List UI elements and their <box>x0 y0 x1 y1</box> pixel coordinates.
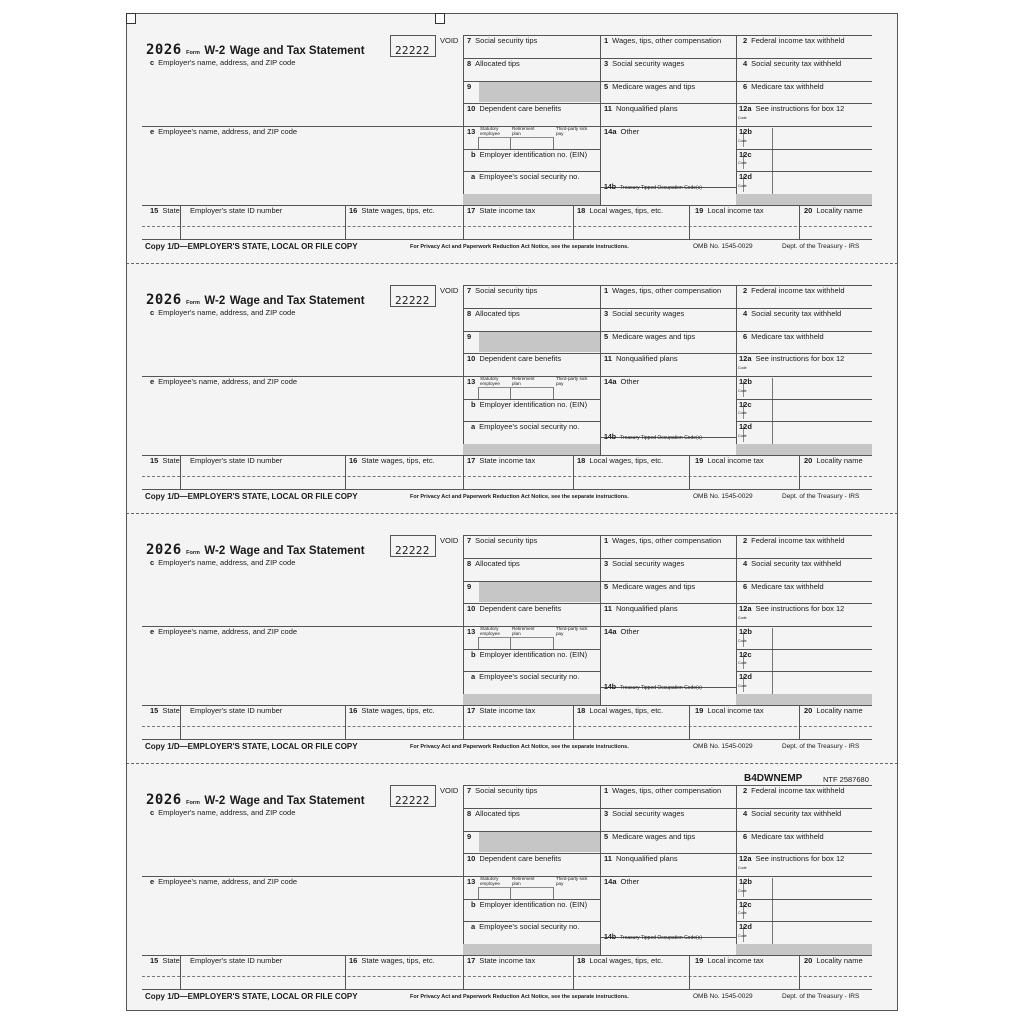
box-12c-label: 12c <box>739 650 752 659</box>
box-17-label: 17 State income tax <box>467 706 536 715</box>
box-16-label: 16 State wages, tips, etc. <box>349 956 435 965</box>
box-5-label: 5 Medicare wages and tips <box>604 82 696 91</box>
tax-year: 2026 <box>146 542 182 558</box>
box-17-label: 17 State income tax <box>467 206 536 215</box>
box-4-label: 4 Social security tax withheld <box>743 59 842 68</box>
box-6-label: 6 Medicare tax withheld <box>743 82 824 91</box>
form-word: Form <box>186 550 200 556</box>
checkbox-statutory[interactable] <box>509 139 517 147</box>
box-1-label: 1 Wages, tips, other compensation <box>604 286 722 295</box>
box-12a-code: Code <box>738 866 747 870</box>
box-13-statutory: Statutory employee <box>480 376 500 386</box>
box-12b-label: 12b <box>739 127 752 136</box>
box-16-label: 16 State wages, tips, etc. <box>349 456 435 465</box>
form-name: W-2 <box>204 295 226 307</box>
box-10-label: 10 Dependent care benefits <box>467 604 562 613</box>
box-13-thirdparty: Third-party sick pay <box>556 626 588 636</box>
box-12c-code: Code <box>738 911 747 915</box>
form-code: 22222 <box>395 44 430 57</box>
box-12b-label: 12b <box>739 877 752 886</box>
box-c-label: c Employer's name, address, and ZIP code <box>150 308 296 317</box>
box-e-label: e Employee's name, address, and ZIP code <box>150 377 298 386</box>
omb-number: OMB No. 1545-0029 <box>693 993 753 1000</box>
employee-name-field[interactable] <box>142 387 463 455</box>
box-18-label: 18 Local wages, tips, etc. <box>577 206 664 215</box>
box-7-label: 7 Social security tips <box>467 36 538 45</box>
box-12a-label: 12a See instructions for box 12 <box>739 604 845 613</box>
box-c-label: c Employer's name, address, and ZIP code <box>150 558 296 567</box>
box-a-label: a Employee's social security no. <box>471 922 580 931</box>
box-14b-label: 14b Treasury Tipped Occupation Code(s) <box>604 934 702 941</box>
w2-form-copy-4 <box>142 763 872 1011</box>
box-9-label: 9 <box>467 582 472 591</box>
box-14b-label: 14b Treasury Tipped Occupation Code(s) <box>604 434 702 441</box>
box-13-statutory: Statutory employee <box>480 876 500 886</box>
void-checkbox-label[interactable]: VOID <box>440 536 459 545</box>
box-12d-label: 12d <box>739 172 752 181</box>
box-2-label: 2 Federal income tax withheld <box>743 786 845 795</box>
employer-name-field[interactable] <box>142 318 463 376</box>
dept-treasury: Dept. of the Treasury - IRS <box>782 993 860 1000</box>
box-6-label: 6 Medicare tax withheld <box>743 332 824 341</box>
box-11-label: 11 Nonqualified plans <box>604 604 678 613</box>
box-12c-code: Code <box>738 411 747 415</box>
void-checkbox-label[interactable]: VOID <box>440 286 459 295</box>
form-word: Form <box>186 300 200 306</box>
form-code: 22222 <box>395 794 430 807</box>
box-12d-label: 12d <box>739 922 752 931</box>
privacy-notice: For Privacy Act and Paperwork Reduction Act Notice, see the separate instructions. <box>410 494 629 500</box>
box-15-label: 15 State <box>150 206 180 215</box>
box-17-label: 17 State income tax <box>467 456 536 465</box>
box-15-label: 15 State <box>150 706 180 715</box>
box-12c-label: 12c <box>739 150 752 159</box>
box-12a-label: 12a See instructions for box 12 <box>739 354 845 363</box>
checkbox-retirement[interactable] <box>552 889 560 897</box>
box-14a-label: 14a Other <box>604 377 640 386</box>
shaded-strip-b <box>736 444 872 455</box>
box-12a-label: 12a See instructions for box 12 <box>739 854 845 863</box>
box-12b-code: Code <box>738 889 747 893</box>
box-3-label: 3 Social security wages <box>604 559 685 568</box>
box-8-label: 8 Allocated tips <box>467 559 520 568</box>
box-20-label: 20 Locality name <box>804 956 863 965</box>
box-13-label: 13 <box>467 377 476 386</box>
checkbox-retirement[interactable] <box>552 139 560 147</box>
box-2-label: 2 Federal income tax withheld <box>743 536 845 545</box>
box-12c-label: 12c <box>739 400 752 409</box>
privacy-notice: For Privacy Act and Paperwork Reduction Act Notice, see the separate instructions. <box>410 244 629 250</box>
void-checkbox-label[interactable]: VOID <box>440 36 459 45</box>
box-14a-label: 14a Other <box>604 127 640 136</box>
box-16-label: 16 State wages, tips, etc. <box>349 706 435 715</box>
box-14b-label: 14b Treasury Tipped Occupation Code(s) <box>604 684 702 691</box>
copy-label: Copy 1/D—EMPLOYER'S STATE, LOCAL OR FILE COPY <box>145 242 358 251</box>
box-12b-label: 12b <box>739 627 752 636</box>
box-9-label: 9 <box>467 832 472 841</box>
tax-year: 2026 <box>146 292 182 308</box>
w2-form-copy-3 <box>142 513 872 761</box>
box-e-label: e Employee's name, address, and ZIP code <box>150 877 298 886</box>
box-15-id-label: Employer's state ID number <box>190 456 283 465</box>
omb-number: OMB No. 1545-0029 <box>693 743 753 750</box>
shaded-strip-b <box>736 194 872 205</box>
form-name: W-2 <box>204 545 226 557</box>
box-13-label: 13 <box>467 877 476 886</box>
form-header <box>146 541 365 559</box>
copy-label: Copy 1/D—EMPLOYER'S STATE, LOCAL OR FILE COPY <box>145 992 358 1001</box>
box-8-label: 8 Allocated tips <box>467 59 520 68</box>
dept-treasury: Dept. of the Treasury - IRS <box>782 493 860 500</box>
box-6-label: 6 Medicare tax withheld <box>743 582 824 591</box>
box-4-label: 4 Social security tax withheld <box>743 559 842 568</box>
box-9-shaded <box>479 332 600 352</box>
box-12b-code: Code <box>738 139 747 143</box>
box-13-label: 13 <box>467 127 476 136</box>
box-15-label: 15 State <box>150 956 180 965</box>
box-1-label: 1 Wages, tips, other compensation <box>604 786 722 795</box>
box-1-label: 1 Wages, tips, other compensation <box>604 36 722 45</box>
box-3-label: 3 Social security wages <box>604 809 685 818</box>
box-17-label: 17 State income tax <box>467 956 536 965</box>
w2-form-copy-2 <box>142 263 872 511</box>
box-6-label: 6 Medicare tax withheld <box>743 832 824 841</box>
omb-number: OMB No. 1545-0029 <box>693 243 753 250</box>
box-10-label: 10 Dependent care benefits <box>467 104 562 113</box>
omb-number: OMB No. 1545-0029 <box>693 493 753 500</box>
employee-name-field[interactable] <box>142 887 463 955</box>
box-18-label: 18 Local wages, tips, etc. <box>577 456 664 465</box>
form-title: Wage and Tax Statement <box>229 795 365 807</box>
box-5-label: 5 Medicare wages and tips <box>604 332 696 341</box>
box-11-label: 11 Nonqualified plans <box>604 354 678 363</box>
box-19-label: 19 Local income tax <box>695 206 764 215</box>
void-checkbox-label[interactable]: VOID <box>440 786 459 795</box>
employer-name-field[interactable] <box>142 568 463 626</box>
box-5-label: 5 Medicare wages and tips <box>604 582 696 591</box>
form-code: 22222 <box>395 294 430 307</box>
box-5-label: 5 Medicare wages and tips <box>604 832 696 841</box>
checkbox-statutory[interactable] <box>509 889 517 897</box>
box-3-label: 3 Social security wages <box>604 59 685 68</box>
box-4-label: 4 Social security tax withheld <box>743 309 842 318</box>
form-word: Form <box>186 50 200 56</box>
form-name: W-2 <box>204 45 226 57</box>
box-13-retirement: Retirement plan <box>512 626 535 636</box>
box-11-label: 11 Nonqualified plans <box>604 104 678 113</box>
box-13-label: 13 <box>467 627 476 636</box>
form-code-box <box>390 785 436 807</box>
box-12d-code: Code <box>738 934 747 938</box>
box-b-label: b Employer identification no. (EIN) <box>471 650 588 659</box>
shaded-strip-a <box>463 444 600 455</box>
box-12a-label: 12a See instructions for box 12 <box>739 104 845 113</box>
checkbox-statutory[interactable] <box>509 639 517 647</box>
box-16-label: 16 State wages, tips, etc. <box>349 206 435 215</box>
checkbox-statutory[interactable] <box>509 389 517 397</box>
box-19-label: 19 Local income tax <box>695 956 764 965</box>
employer-name-field[interactable] <box>142 68 463 126</box>
employer-name-field[interactable] <box>142 818 463 876</box>
box-e-label: e Employee's name, address, and ZIP code <box>150 627 298 636</box>
box-12a-code: Code <box>738 366 747 370</box>
tax-year: 2026 <box>146 42 182 58</box>
box-12d-code: Code <box>738 184 747 188</box>
copy-label: Copy 1/D—EMPLOYER'S STATE, LOCAL OR FILE COPY <box>145 742 358 751</box>
box-b-label: b Employer identification no. (EIN) <box>471 400 588 409</box>
box-10-label: 10 Dependent care benefits <box>467 854 562 863</box>
box-13-statutory: Statutory employee <box>480 126 500 136</box>
box-12d-label: 12d <box>739 422 752 431</box>
box-13-thirdparty: Third-party sick pay <box>556 126 588 136</box>
box-a-label: a Employee's social security no. <box>471 672 580 681</box>
form-header <box>146 791 365 809</box>
box-8-label: 8 Allocated tips <box>467 809 520 818</box>
box-15-id-label: Employer's state ID number <box>190 206 283 215</box>
box-14b-label: 14b Treasury Tipped Occupation Code(s) <box>604 184 702 191</box>
copy-label: Copy 1/D—EMPLOYER'S STATE, LOCAL OR FILE COPY <box>145 492 358 501</box>
box-13-thirdparty: Third-party sick pay <box>556 376 588 386</box>
form-title: Wage and Tax Statement <box>229 295 365 307</box>
shaded-strip-b <box>736 694 872 705</box>
checkbox-retirement[interactable] <box>552 389 560 397</box>
box-4-label: 4 Social security tax withheld <box>743 809 842 818</box>
box-12b-code: Code <box>738 389 747 393</box>
dept-treasury: Dept. of the Treasury - IRS <box>782 743 860 750</box>
box-c-label: c Employer's name, address, and ZIP code <box>150 808 296 817</box>
w2-form-copy-1 <box>142 13 872 261</box>
box-19-label: 19 Local income tax <box>695 706 764 715</box>
box-18-label: 18 Local wages, tips, etc. <box>577 706 664 715</box>
box-12d-code: Code <box>738 684 747 688</box>
box-8-label: 8 Allocated tips <box>467 309 520 318</box>
box-a-label: a Employee's social security no. <box>471 422 580 431</box>
box-12b-label: 12b <box>739 377 752 386</box>
tax-year: 2026 <box>146 792 182 808</box>
form-word: Form <box>186 800 200 806</box>
box-13-retirement: Retirement plan <box>512 126 535 136</box>
box-12a-code: Code <box>738 616 747 620</box>
box-b-label: b Employer identification no. (EIN) <box>471 900 588 909</box>
form-header <box>146 41 365 59</box>
box-19-label: 19 Local income tax <box>695 456 764 465</box>
box-9-shaded <box>479 82 600 102</box>
checkbox-retirement[interactable] <box>552 639 560 647</box>
product-code: B4DWNEMP <box>744 773 803 784</box>
dept-treasury: Dept. of the Treasury - IRS <box>782 243 860 250</box>
box-15-id-label: Employer's state ID number <box>190 706 283 715</box>
box-9-shaded <box>479 832 600 852</box>
shaded-strip-a <box>463 694 600 705</box>
box-3-label: 3 Social security wages <box>604 309 685 318</box>
box-1-label: 1 Wages, tips, other compensation <box>604 536 722 545</box>
registration-mark-left <box>126 13 136 24</box>
form-code-box <box>390 285 436 307</box>
employee-name-field[interactable] <box>142 637 463 705</box>
box-2-label: 2 Federal income tax withheld <box>743 286 845 295</box>
box-20-label: 20 Locality name <box>804 206 863 215</box>
box-15-id-label: Employer's state ID number <box>190 956 283 965</box>
box-12c-code: Code <box>738 161 747 165</box>
form-header <box>146 291 365 309</box>
box-9-label: 9 <box>467 82 472 91</box>
box-a-label: a Employee's social security no. <box>471 172 580 181</box>
box-13-retirement: Retirement plan <box>512 876 535 886</box>
employee-name-field[interactable] <box>142 137 463 205</box>
shaded-strip-a <box>463 194 600 205</box>
box-15-label: 15 State <box>150 456 180 465</box>
form-title: Wage and Tax Statement <box>229 545 365 557</box>
box-e-label: e Employee's name, address, and ZIP code <box>150 127 298 136</box>
box-c-label: c Employer's name, address, and ZIP code <box>150 58 296 67</box>
box-7-label: 7 Social security tips <box>467 286 538 295</box>
form-name: W-2 <box>204 795 226 807</box>
box-7-label: 7 Social security tips <box>467 536 538 545</box>
box-18-label: 18 Local wages, tips, etc. <box>577 956 664 965</box>
box-13-thirdparty: Third-party sick pay <box>556 876 588 886</box>
box-9-label: 9 <box>467 332 472 341</box>
shaded-strip-b <box>736 944 872 955</box>
box-12d-label: 12d <box>739 672 752 681</box>
ntf-code: NTF 2587680 <box>823 775 869 784</box>
form-code-box <box>390 535 436 557</box>
box-12c-label: 12c <box>739 900 752 909</box>
box-10-label: 10 Dependent care benefits <box>467 354 562 363</box>
box-14a-label: 14a Other <box>604 627 640 636</box>
shaded-strip-a <box>463 944 600 955</box>
box-11-label: 11 Nonqualified plans <box>604 854 678 863</box>
box-9-shaded <box>479 582 600 602</box>
box-2-label: 2 Federal income tax withheld <box>743 36 845 45</box>
form-code: 22222 <box>395 544 430 557</box>
privacy-notice: For Privacy Act and Paperwork Reduction Act Notice, see the separate instructions. <box>410 994 629 1000</box>
box-12c-code: Code <box>738 661 747 665</box>
box-13-statutory: Statutory employee <box>480 626 500 636</box>
box-14a-label: 14a Other <box>604 877 640 886</box>
box-20-label: 20 Locality name <box>804 706 863 715</box>
box-7-label: 7 Social security tips <box>467 786 538 795</box>
box-20-label: 20 Locality name <box>804 456 863 465</box>
box-12d-code: Code <box>738 434 747 438</box>
form-code-box <box>390 35 436 57</box>
box-12b-code: Code <box>738 639 747 643</box>
privacy-notice: For Privacy Act and Paperwork Reduction Act Notice, see the separate instructions. <box>410 744 629 750</box>
box-13-retirement: Retirement plan <box>512 376 535 386</box>
box-b-label: b Employer identification no. (EIN) <box>471 150 588 159</box>
box-12a-code: Code <box>738 116 747 120</box>
form-title: Wage and Tax Statement <box>229 45 365 57</box>
